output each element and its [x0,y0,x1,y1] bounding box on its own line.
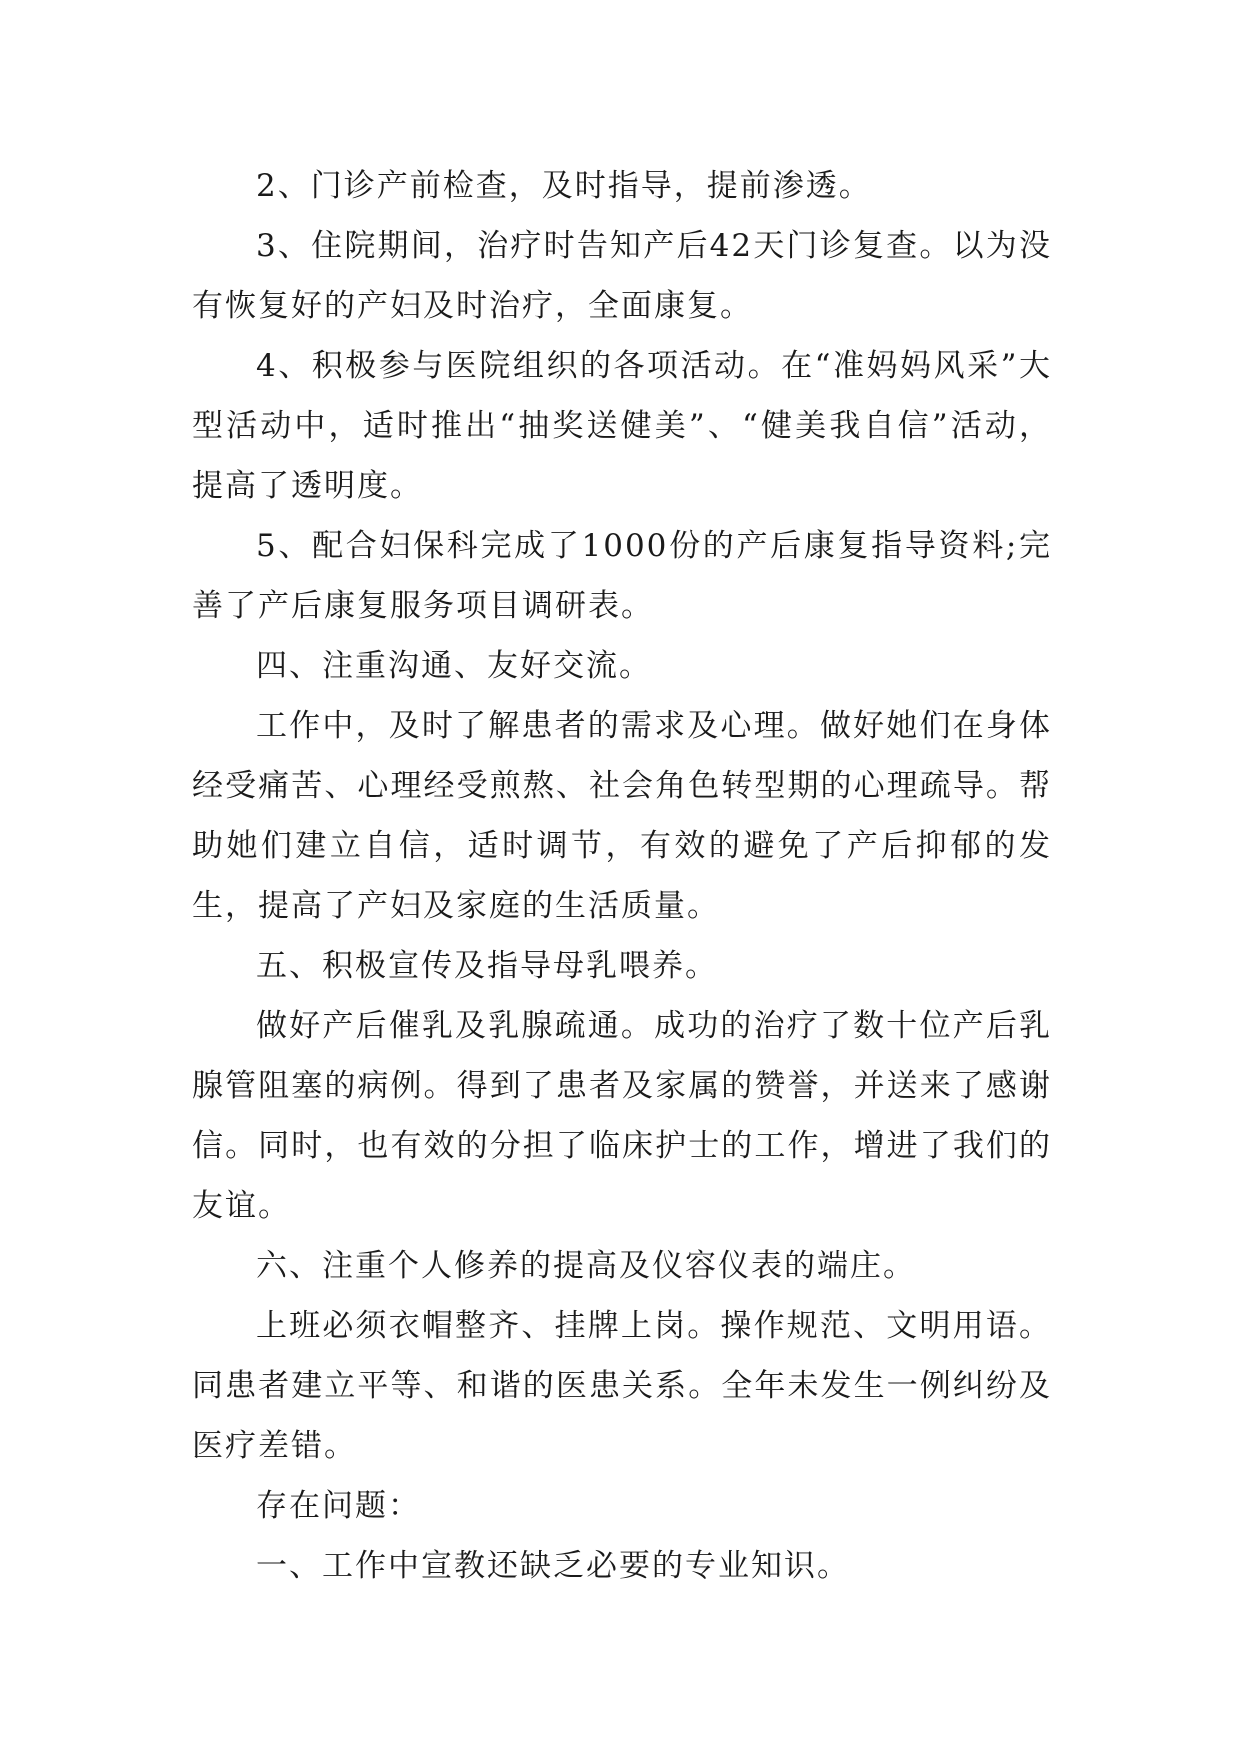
paragraph-breastfeeding-body: 做好产后催乳及乳腺疏通。成功的治疗了数十位产后乳腺管阻塞的病例。得到了患者及家属的赞誉，并送来了感谢信。同时，也有效的分担了临床护士的工作，增进了我们的友谊。 [192,1008,1052,1224]
paragraph-problem-1: 一、工作中宣教还缺乏必要的专业知识。 [256,1548,850,1584]
paragraph-item-2: 2、门诊产前检查，及时指导，提前渗透。 [256,168,872,204]
section-heading-breastfeeding: 五、积极宣传及指导母乳喂养。 [256,948,718,984]
section-heading-communication: 四、注重沟通、友好交流。 [256,648,652,684]
paragraph-item-5: 5、配合妇保科完成了1000份的产后康复指导资料;完善了产后康复服务项目调研表。 [192,528,1052,624]
paragraph-item-4: 4、积极参与医院组织的各项活动。在“准妈妈风采”大型活动中，适时推出“抽奖送健美”、“健美我自信”活动，提高了透明度。 [192,348,1052,504]
document-body [192,156,1052,1596]
paragraph-appearance-body: 上班必须衣帽整齐、挂牌上岗。操作规范、文明用语。同患者建立平等、和谐的医患关系。全年未发生一例纠纷及医疗差错。 [192,1308,1052,1464]
section-heading-appearance: 六、注重个人修养的提高及仪容仪表的端庄。 [256,1248,916,1284]
paragraph-communication-body: 工作中，及时了解患者的需求及心理。做好她们在身体经受痛苦、心理经受煎熬、社会角色转型期的心理疏导。帮助她们建立自信，适时调节，有效的避免了产后抑郁的发生，提高了产妇及家庭的生活质量。 [192,708,1052,924]
paragraph-item-3: 3、住院期间，治疗时告知产后42天门诊复查。以为没有恢复好的产妇及时治疗，全面康复。 [192,228,1052,324]
section-heading-problems: 存在问题： [256,1488,421,1524]
